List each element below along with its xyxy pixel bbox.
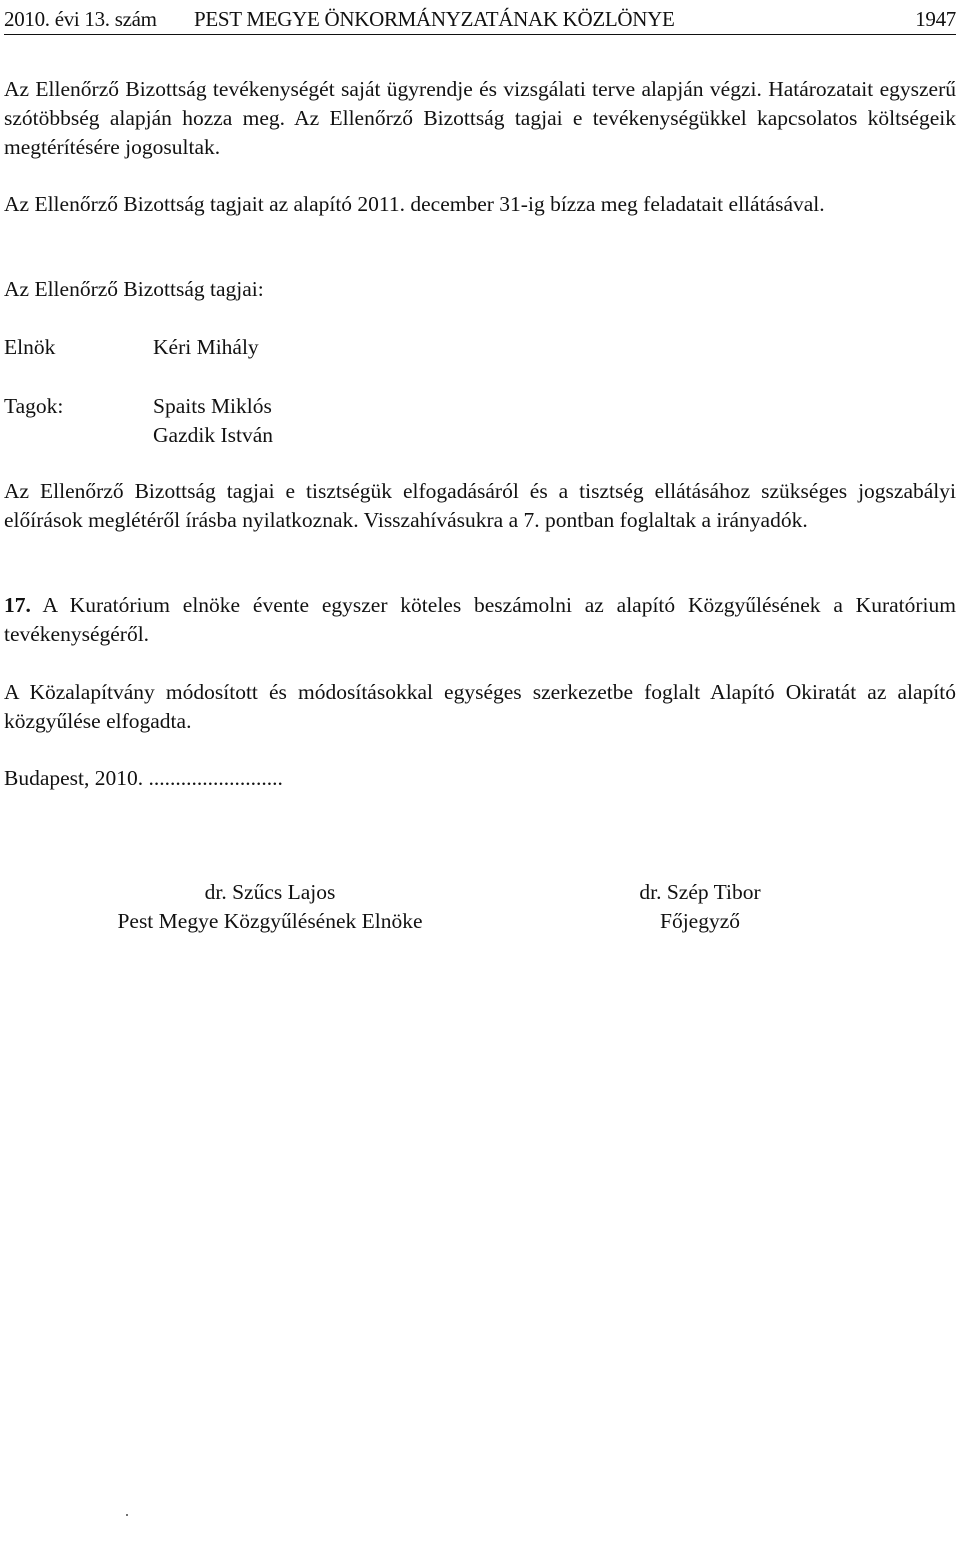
page-header <box>4 4 956 35</box>
members-label: Tagok: <box>4 394 64 418</box>
place-date: Budapest, 2010. ......................... <box>4 766 283 790</box>
paragraph-declaration: Az Ellenőrző Bizottság tagjai e tisztségük elfogadásáról és a tisztség ellátásához szükséges jogszabályi előírások meglétéről írásba nyilatkoznak. Visszahívásukra a 7. pontban foglaltak a irányadók. <box>4 479 956 532</box>
header-page-number: 1947 <box>915 7 956 31</box>
section-text: A Kuratórium elnöke évente egyszer köteles beszámolni az alapító Közgyűlésének a Kuratórium tevékenységéről. <box>4 593 956 646</box>
signature-right-title: Főjegyző <box>659 909 741 933</box>
paragraph-adoption: A Közalapítvány módosított és módosításokkal egységes szerkezetbe foglalt Alapító Okiratát az alapító közgyűlése elfogadta. <box>4 680 956 733</box>
paragraph-activity: Az Ellenőrző Bizottság tevékenységét saját ügyrendje és vizsgálati terve alapján végzi. Határozatait egyszerű szótöbbség alapján hozza meg. Az Ellenőrző Bizottság tagjai e tevékenységükkel kapcsolatos költségeik megtérítésére jogosultak. <box>4 77 956 159</box>
signature-left-name: dr. Szűcs Lajos <box>204 880 336 904</box>
paragraph-report <box>4 591 956 649</box>
signature-left-title: Pest Megye Közgyűlésének Elnöke <box>117 909 423 933</box>
paragraph-mandate: Az Ellenőrző Bizottság tagjait az alapító 2011. december 31-ig bízza meg feladatait ellátásával. <box>4 192 825 216</box>
scan-speck <box>126 1514 128 1516</box>
members-heading: Az Ellenőrző Bizottság tagjai: <box>4 277 264 301</box>
header-title: PEST MEGYE ÖNKORMÁNYZATÁNAK KÖZLÖNYE <box>194 7 675 31</box>
section-number: 17. <box>4 593 31 617</box>
header-issue: 2010. évi 13. szám <box>4 7 157 31</box>
chair-label: Elnök <box>4 335 56 359</box>
chair-name: Kéri Mihály <box>153 335 259 359</box>
member-name-1: Spaits Miklós <box>153 394 272 418</box>
member-name-2: Gazdik István <box>153 423 274 447</box>
signature-right-name: dr. Szép Tibor <box>639 880 761 904</box>
